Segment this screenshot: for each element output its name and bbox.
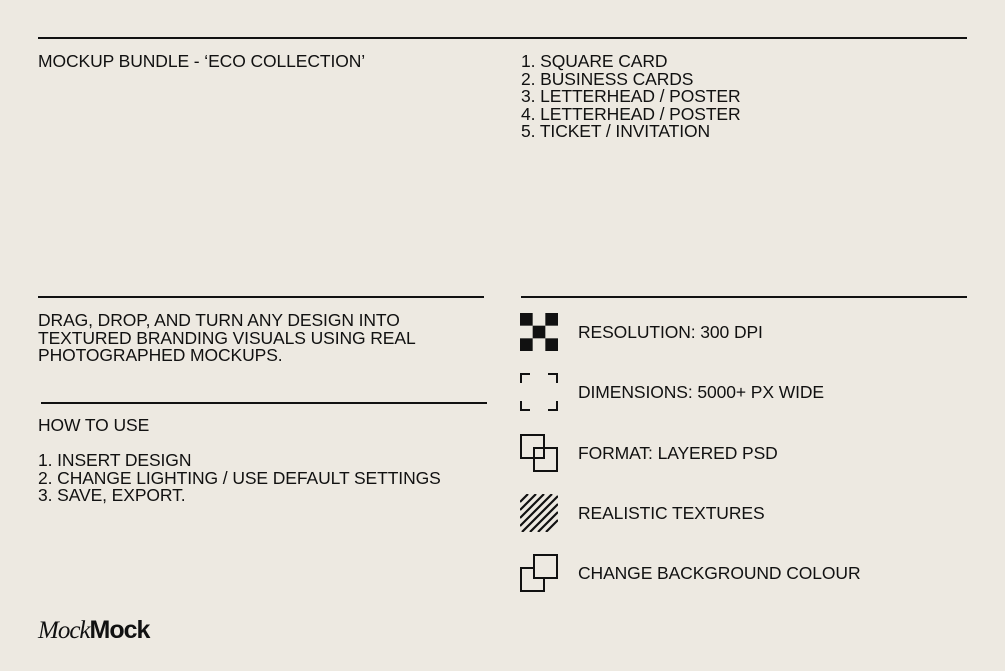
top-rule bbox=[38, 37, 967, 39]
description-line: PHOTOGRAPHED MOCKUPS. bbox=[38, 345, 283, 366]
layers-icon bbox=[520, 434, 558, 472]
list-item: 1. SQUARE CARD bbox=[521, 51, 668, 71]
how-to-steps bbox=[38, 452, 441, 505]
list-item: 4. LETTERHEAD / POSTER bbox=[521, 103, 741, 124]
description-line: TEXTURED BRANDING VISUALS USING REAL bbox=[38, 327, 416, 348]
description-line: DRAG, DROP, AND TURN ANY DESIGN INTO bbox=[38, 310, 400, 330]
corners-icon bbox=[520, 373, 558, 411]
feature-textures bbox=[520, 493, 960, 533]
background-icon bbox=[520, 554, 558, 592]
list-item: 2. CHANGE LIGHTING / USE DEFAULT SETTINGS bbox=[38, 467, 441, 488]
checker-icon bbox=[520, 313, 558, 351]
feature-label: FORMAT: LAYERED PSD bbox=[578, 442, 778, 463]
feature-resolution bbox=[520, 312, 960, 352]
feature-label: REALISTIC TEXTURES bbox=[578, 502, 765, 523]
hatch-icon bbox=[520, 494, 558, 532]
bundle-title: MOCKUP BUNDLE - ‘ECO COLLECTION’ bbox=[38, 51, 366, 71]
mockmock-logo bbox=[38, 616, 149, 645]
feature-dimensions bbox=[520, 372, 960, 412]
list-item: 1. INSERT DESIGN bbox=[38, 450, 192, 470]
list-item: 5. TICKET / INVITATION bbox=[521, 121, 711, 142]
description bbox=[38, 312, 416, 365]
how-to-heading: HOW TO USE bbox=[38, 415, 150, 435]
logo-script-part: Mock bbox=[38, 617, 90, 644]
feature-label: CHANGE BACKGROUND COLOUR bbox=[578, 562, 861, 583]
list-item: 3. LETTERHEAD / POSTER bbox=[521, 86, 741, 107]
feature-label: DIMENSIONS: 5000+ PX WIDE bbox=[578, 381, 824, 402]
logo-bold-part: Mock bbox=[89, 616, 150, 644]
how-to-rule bbox=[41, 402, 487, 404]
feature-background bbox=[520, 553, 960, 593]
list-item: 3. SAVE, EXPORT. bbox=[38, 485, 186, 506]
feature-label: RESOLUTION: 300 DPI bbox=[578, 321, 763, 342]
list-item: 2. BUSINESS CARDS bbox=[521, 68, 694, 89]
feature-format bbox=[520, 433, 960, 473]
bundle-contents-list bbox=[521, 53, 741, 141]
left-mid-rule bbox=[38, 296, 484, 298]
right-mid-rule bbox=[521, 296, 967, 298]
